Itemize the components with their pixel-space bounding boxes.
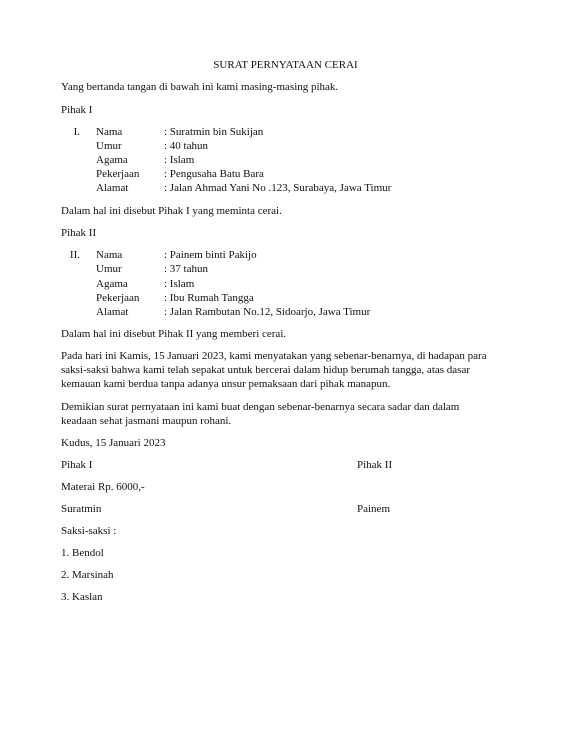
signature-left-name: Suratmin (61, 503, 102, 515)
party2-label-occupation: Pekerjaan (96, 292, 140, 304)
party1-label-name: Nama (96, 126, 123, 138)
statement-line: kemauan kami berdua tanpa adanya unsur pemaksaan dari pihak manapun. (61, 378, 391, 390)
statement-line: saksi-saksi bahwa kami telah sepakat untuk bercerai dalam hidup berumah tangga, atas dasar (61, 364, 470, 376)
closing-line: Demikian surat pernyataan ini kami buat dengan sebenar-benarnya secara sadar dan dalam (61, 401, 460, 413)
document-title: SURAT PERNYATAAN CERAI (213, 59, 358, 71)
party1-label-religion: Agama (96, 154, 128, 166)
party1-value-age: : 40 tahun (164, 140, 208, 152)
party1-heading: Pihak I (61, 104, 93, 116)
witness-item: 3. Kaslan (61, 591, 103, 603)
witness-item: 1. Bendol (61, 547, 104, 559)
party1-label-occupation: Pekerjaan (96, 168, 140, 180)
party2-value-occupation: : Ibu Rumah Tangga (164, 292, 254, 304)
signature-right-label: Pihak II (357, 459, 393, 471)
party1-value-name: : Suratmin bin Sukijan (164, 126, 264, 138)
party2-label-religion: Agama (96, 278, 128, 290)
party2-label-address: Alamat (96, 306, 129, 318)
party1-value-occupation: : Pengusaha Batu Bara (164, 168, 264, 180)
party2-label-age: Umur (96, 263, 122, 275)
party1-label-age: Umur (96, 140, 122, 152)
party1-note: Dalam hal ini disebut Pihak I yang meminta cerai. (61, 205, 282, 217)
intro-text: Yang bertanda tangan di bawah ini kami masing-masing pihak. (61, 81, 339, 93)
party1-number: I. (73, 126, 80, 138)
party1-value-address: : Jalan Ahmad Yani No .123, Surabaya, Jawa Timur (164, 182, 392, 194)
party1-value-religion: : Islam (164, 154, 195, 166)
witness-heading: Saksi-saksi : (61, 525, 117, 537)
witness-item: 2. Marsinah (61, 569, 114, 581)
signature-right-name: Painem (357, 503, 390, 515)
closing-line: keadaan sehat jasmani maupun rohani. (61, 415, 232, 427)
party2-value-name: : Painem binti Pakijo (164, 249, 257, 261)
party2-label-name: Nama (96, 249, 123, 261)
party2-value-address: : Jalan Rambutan No.12, Sidoarjo, Jawa Timur (164, 306, 371, 318)
party2-value-religion: : Islam (164, 278, 195, 290)
party2-heading: Pihak II (61, 227, 97, 239)
stamp-duty-text: Materai Rp. 6000,- (61, 481, 145, 493)
party2-number: II. (69, 249, 80, 261)
party1-label-address: Alamat (96, 182, 129, 194)
statement-line: Pada hari ini Kamis, 15 Januari 2023, kami menyatakan yang sebenar-benarnya, di hadapan para (61, 350, 487, 362)
party2-value-age: : 37 tahun (164, 263, 208, 275)
signature-left-label: Pihak I (61, 459, 93, 471)
party2-note: Dalam hal ini disebut Pihak II yang memberi cerai. (61, 328, 287, 340)
place-date: Kudus, 15 Januari 2023 (61, 437, 166, 449)
